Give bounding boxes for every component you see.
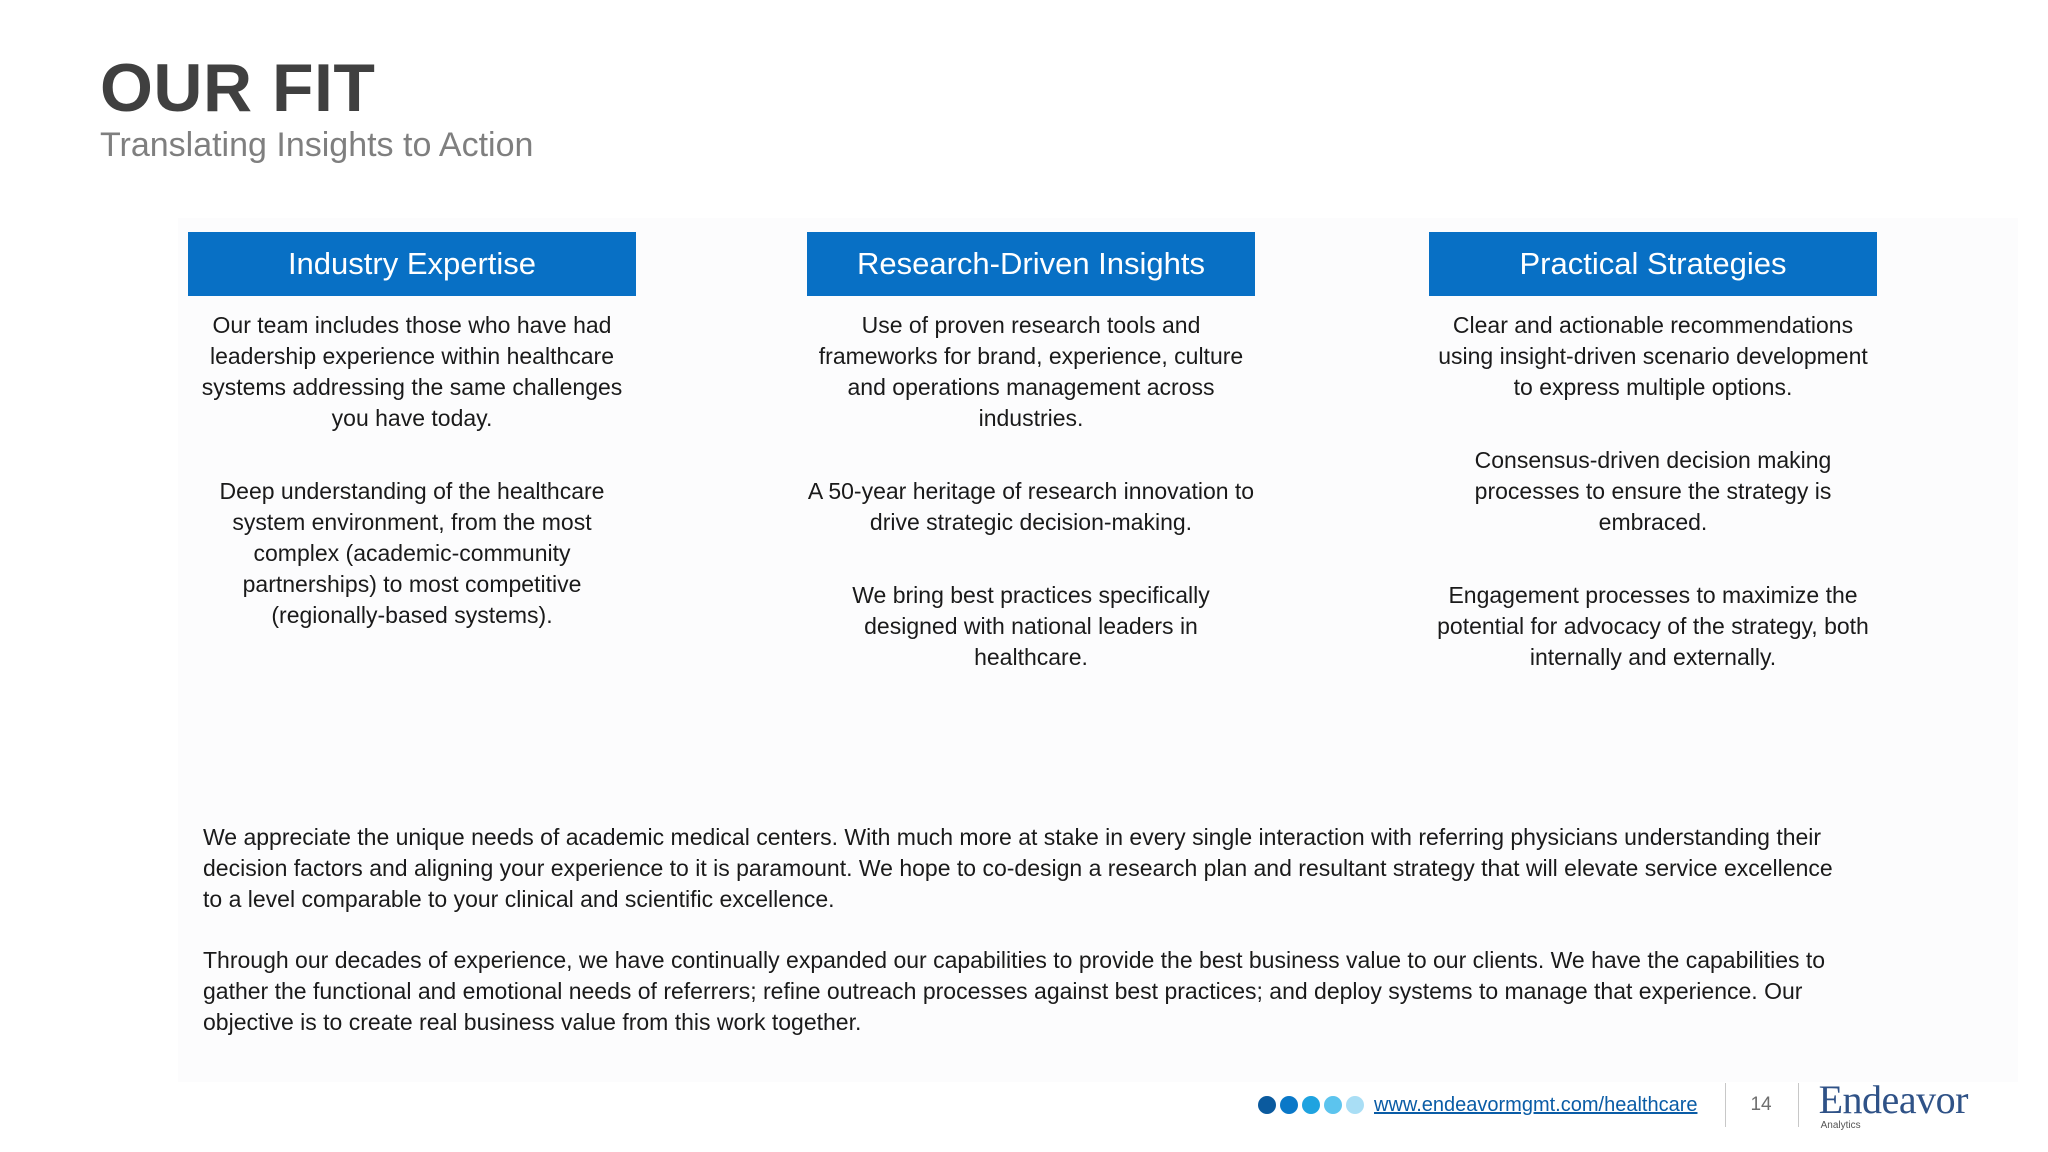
dot-icon <box>1346 1096 1364 1114</box>
closing-paragraph: We appreciate the unique needs of academic medical centers. With much more at stake in every single interaction with referring physicians understanding their decision factors and aligning your experience to it is paramount. We hope to co-design a research plan and resultant strategy that will elevate service excellence to a level comparable to your clinical and scientific excellence. <box>203 824 1833 912</box>
column-body <box>807 310 1255 673</box>
footer-divider <box>1798 1083 1799 1127</box>
logo-subtext: Analytics <box>1820 1119 1861 1131</box>
column-heading: Research-Driven Insights <box>807 232 1255 296</box>
column-body <box>188 310 636 631</box>
dot-icon <box>1302 1096 1320 1114</box>
column-paragraph: Clear and actionable recommendations using insight-driven scenario development to express multiple options. <box>1438 312 1868 400</box>
dot-icon <box>1258 1096 1276 1114</box>
page-subtitle: Translating Insights to Action <box>100 126 534 164</box>
column-heading: Industry Expertise <box>188 232 636 296</box>
column-paragraph: Use of proven research tools and frameworks for brand, experience, culture and operations management across industries. <box>818 312 1244 431</box>
column-industry-expertise <box>188 232 636 631</box>
page-number: 14 <box>1750 1094 1772 1115</box>
footer <box>1258 1076 1968 1131</box>
column-paragraph: Deep understanding of the healthcare system environment, from the most complex (academic-community partnerships) to most competitive (regionally-based systems). <box>219 478 605 628</box>
dot-icon <box>1280 1096 1298 1114</box>
dot-icon <box>1324 1096 1342 1114</box>
decorative-dots <box>1258 1096 1364 1114</box>
column-paragraph: Consensus-driven decision making processes to ensure the strategy is embraced. <box>1474 447 1832 535</box>
column-practical-strategies <box>1429 232 1877 673</box>
column-paragraph: A 50-year heritage of research innovation to drive strategic decision-making. <box>807 478 1255 535</box>
closing-paragraph: Through our decades of experience, we have continually expanded our capabilities to provide the best business value to our clients. We have the capabilities to gather the functional and emotional needs of referrers; refine outreach processes against best practices; and deploy systems to manage that experience. Our objective is to create real business value from this work together. <box>203 947 1826 1035</box>
column-paragraph: Our team includes those who have had leadership experience within healthcare systems addressing the same challenges you have today. <box>201 312 623 431</box>
column-body <box>1429 310 1877 673</box>
column-paragraph: We bring best practices specifically designed with national leaders in healthcare. <box>852 582 1210 670</box>
column-paragraph: Engagement processes to maximize the potential for advocacy of the strategy, both internally and externally. <box>1437 582 1869 670</box>
website-link[interactable]: www.endeavormgmt.com/healthcare <box>1374 1093 1698 1116</box>
footer-divider <box>1725 1083 1726 1127</box>
logo-text: Endeavor <box>1818 1076 1968 1122</box>
column-research-driven-insights <box>807 232 1255 673</box>
page-title: OUR FIT <box>100 50 376 126</box>
endeavor-logo <box>1818 1076 1968 1131</box>
closing-statement <box>203 822 1843 1038</box>
column-heading: Practical Strategies <box>1429 232 1877 296</box>
